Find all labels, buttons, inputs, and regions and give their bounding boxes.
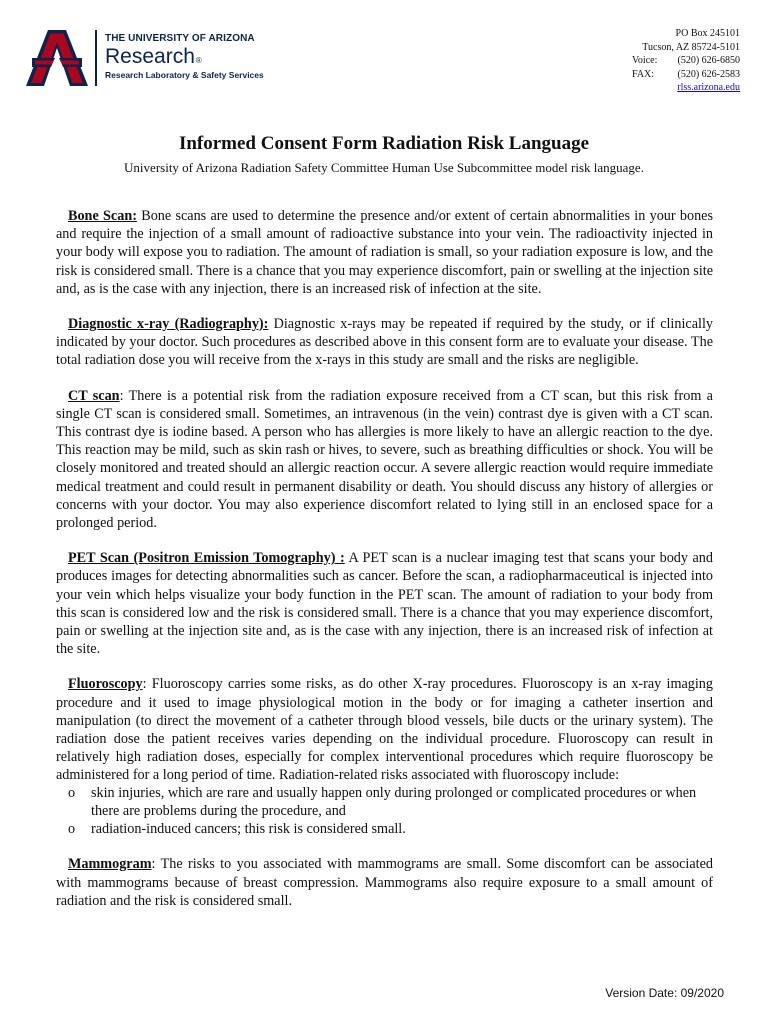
section-pet-scan	[56, 549, 713, 658]
fax-number: (520) 626-2583	[677, 68, 740, 80]
section-term: Fluoroscopy	[68, 676, 143, 693]
department-name: Research Laboratory & Safety Services	[105, 70, 264, 80]
section-term: Bone Scan:	[68, 208, 137, 224]
po-box: PO Box 245101	[675, 28, 740, 39]
section-text: : The risks to you associated with mammograms are small. Some discomfort can be associated with mammograms because of breast compression. Mammograms also require exposure to a small amount of radiation and the risk is considered small.	[56, 856, 713, 909]
city-line: Tucson, AZ 85724-5101	[642, 41, 740, 53]
registered-mark: ®	[195, 56, 202, 65]
document-body	[56, 207, 713, 927]
university-name: THE UNIVERSITY OF ARIZONA	[105, 33, 255, 44]
section-text: Diagnostic x-rays may be repeated if required by the study, or if clinically indicated by your doctor. Such procedures as described above in this consent form are to evaluate your disease. The total radiation dose you will receive from the x-rays in this study are small and the risks are negligible.	[56, 316, 713, 369]
list-item-text: radiation-induced cancers; this risk is considered small.	[91, 821, 406, 838]
section-text: : Fluoroscopy carries some risks, as do other X-ray procedures. Fluoroscopy is an x-ray imaging procedure and it used to image physiological motion in the body or for imaging a catheter insertion and manipulation (to direct the movement of a catheter through blood vessels, bile ducts or the urinary system). The radiation dose the patient receives varies depending on the individual procedure. Fluoroscopy can result in relatively high radiation doses, especially for complex interventional procedures which require fluoroscopy be administered for a long period of time. Radiation-related risks associated with fluoroscopy include:	[56, 676, 713, 784]
list-item-text: skin injuries, which are rare and usually happen only during prolonged or complicated procedures or when there are problems during the procedure, and	[91, 784, 697, 819]
section-text: A PET scan is a nuclear imaging test that scans your body and produces images for detecting abnormalities such as cancer. Before the scan, a radiopharmaceutical is injected into your vein which helps visualize your body function in the PET scan. The amount of radiation to your body from this scan is considered low and the risk is considered small. There is a chance that you may experience discomfort, pain or swelling at the injection site and, as is the case with any injection, there is an increased risk of infection at the site.	[56, 550, 713, 658]
division-label: Research	[105, 45, 195, 68]
bullet-icon: o	[68, 784, 76, 801]
contact-block	[632, 27, 740, 95]
fax-label: FAX:	[632, 68, 655, 80]
list-item	[56, 820, 713, 838]
section-text: Bone scans are used to determine the presence and/or extent of certain abnormalities in your bones and require the injection of a small amount of radioactive substance into your vein. The radioactivity injected in your body will expose you to radiation. The amount of radiation is small, so your radiation exposure is low, and the risk is considered small. There is a chance that you may experience discomfort, pain or swelling at the injection site and, as is the case with any injection, there is an increased risk of infection at the site.	[56, 208, 713, 297]
brand-block	[105, 33, 264, 80]
voice-number: (520) 626-6850	[677, 55, 740, 67]
version-date: Version Date: 09/2020	[605, 986, 724, 1000]
section-term: Diagnostic x-ray (Radiography):	[68, 316, 269, 333]
fluoroscopy-risk-list	[56, 784, 713, 839]
voice-label: Voice:	[632, 55, 658, 67]
section-term: CT scan	[68, 387, 120, 404]
section-term: PET Scan (Positron Emission Tomography) :	[68, 550, 345, 567]
section-diagnostic-xray	[56, 315, 713, 370]
section-fluoroscopy	[56, 675, 713, 784]
voice-row	[632, 54, 740, 68]
section-term: Mammogram	[68, 856, 152, 873]
website-link[interactable]: rlss.arizona.edu	[677, 82, 740, 94]
page-title: Informed Consent Form Radiation Risk Language	[178, 133, 590, 154]
page-subtitle: University of Arizona Radiation Safety Committee Human Use Subcommittee model risk language.	[124, 160, 644, 175]
division-name	[105, 45, 264, 69]
arizona-block-a-logo	[26, 30, 88, 86]
section-mammogram	[56, 855, 713, 910]
fax-row	[632, 68, 740, 82]
section-text: : There is a potential risk from the radiation exposure received from a CT scan, but this risk from a single CT scan is considered small. Sometimes, an intravenous (in the vein) contrast dye is given with a CT scan. This contrast dye is iodine based. A person who has allergies is more likely to have an allergic reaction to the dye. This reaction may be mild, such as skin rash or hives, to severe, such as breathing difficulties or shock. You will be closely monitored and treated should an allergic reaction occur. A severe allergic reaction would require immediate medical treatment and could result in permanent disability or death. You should discuss any history of allergies or concerns with your doctor. You may also experience discomfort related to lying still in an enclosed space for a prolonged period.	[56, 387, 713, 532]
header-divider	[95, 30, 97, 86]
section-ct-scan	[56, 387, 713, 533]
bullet-icon: o	[68, 821, 76, 838]
section-bone-scan	[56, 207, 713, 298]
list-item	[56, 784, 713, 820]
